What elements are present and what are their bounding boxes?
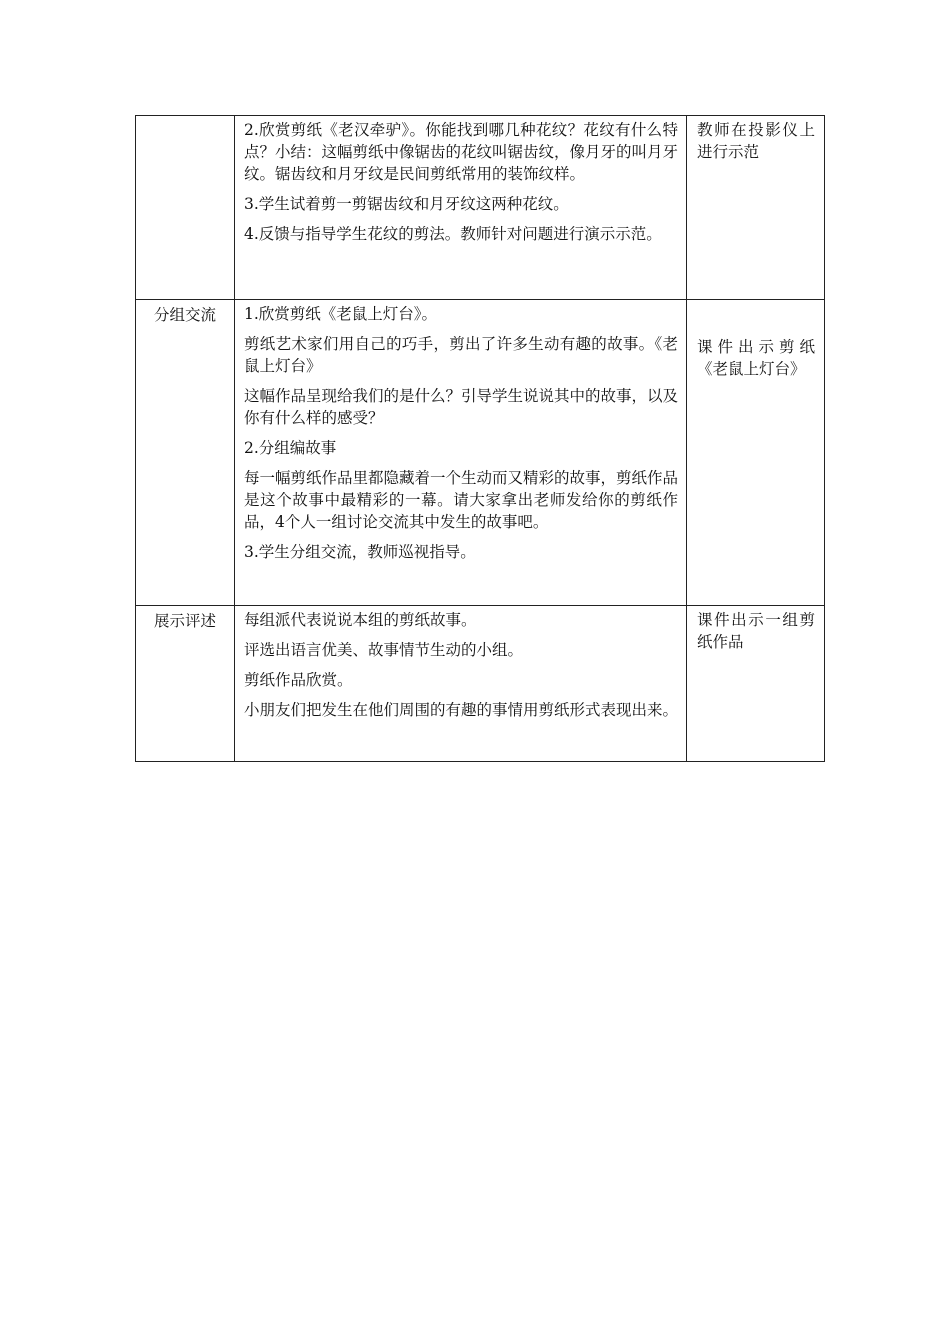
note-cell: 课件出示一组剪纸作品 [687, 606, 825, 762]
note-cell: 教师在投影仪上进行示范 [687, 116, 825, 300]
content-paragraph: 2.欣赏剪纸《老汉牵驴》。你能找到哪几种花纹？花纹有什么特点？小结：这幅剪纸中像锯齿的花纹叫锯齿纹，像月牙的叫月牙纹。锯齿纹和月牙纹是民间剪纸常用的装饰纹样。 [244, 121, 679, 183]
lesson-plan-table [135, 115, 825, 762]
note-cell: 课件出示剪纸《老鼠上灯台》 [687, 300, 825, 606]
content-paragraph: 小朋友们把发生在他们周围的有趣的事情用剪纸形式表现出来。 [244, 701, 679, 719]
table-row [136, 116, 825, 300]
content-paragraph: 1.欣赏剪纸《老鼠上灯台》。 [244, 305, 438, 323]
content-paragraph: 每一幅剪纸作品里都隐藏着一个生动而又精彩的故事，剪纸作品是这个故事中最精彩的一幕。请大家拿出老师发给你的剪纸作品，4个人一组讨论交流其中发生的故事吧。 [244, 469, 679, 531]
content-cell [235, 606, 687, 762]
content-cell [235, 116, 687, 300]
content-paragraph: 评选出语言优美、故事情节生动的小组。 [244, 641, 524, 659]
content-paragraph: 这幅作品呈现给我们的是什么？引导学生说说其中的故事，以及你有什么样的感受？ [244, 387, 679, 427]
content-paragraph: 每组派代表说说本组的剪纸故事。 [244, 611, 477, 629]
content-paragraph: 剪纸艺术家们用自己的巧手，剪出了许多生动有趣的故事。《老鼠上灯台》 [244, 335, 678, 375]
content-paragraph: 2.分组编故事 [244, 439, 337, 457]
stage-cell [136, 116, 235, 300]
content-paragraph: 3.学生试着剪一剪锯齿纹和月牙纹这两种花纹。 [244, 195, 569, 213]
stage-cell: 展示评述 [136, 606, 235, 762]
content-paragraph: 3.学生分组交流，教师巡视指导。 [244, 543, 476, 561]
stage-cell: 分组交流 [136, 300, 235, 606]
content-paragraph: 4.反馈与指导学生花纹的剪法。教师针对问题进行演示示范。 [244, 225, 662, 243]
content-cell [235, 300, 687, 606]
table-row [136, 606, 825, 762]
content-paragraph: 剪纸作品欣赏。 [244, 671, 353, 689]
table-row [136, 300, 825, 606]
